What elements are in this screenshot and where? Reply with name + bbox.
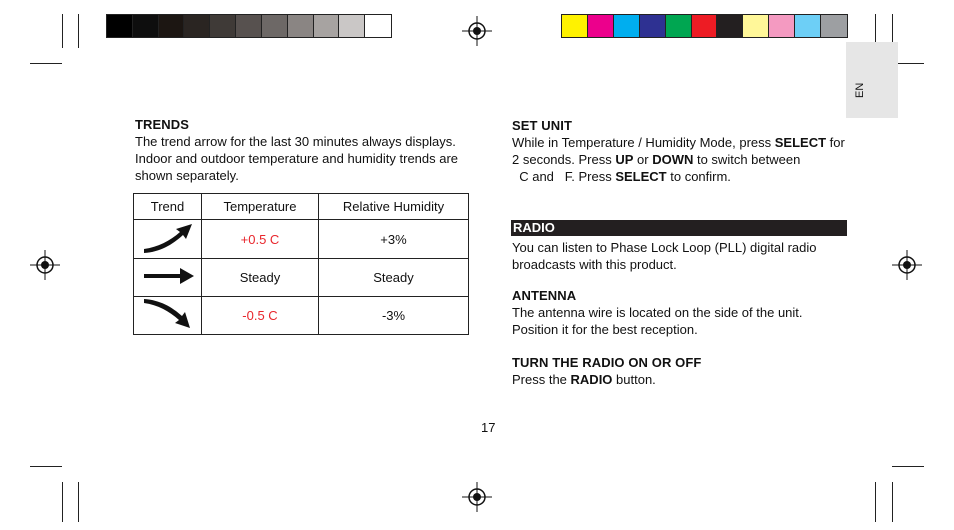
temperature-cell: +0.5 C xyxy=(202,220,319,259)
humidity-cell: -3% xyxy=(319,297,469,335)
trends-text: The trend arrow for the last 30 minutes always displays. Indoor and outdoor temperature and humidity trends are shown separately. xyxy=(135,134,459,183)
crop-mark xyxy=(875,482,876,522)
radio-key-label: RADIO xyxy=(570,372,613,387)
table-row xyxy=(134,259,469,297)
trend-cell xyxy=(134,297,202,335)
language-tab-label: EN xyxy=(854,82,866,98)
color-swatch xyxy=(562,15,588,37)
color-swatch xyxy=(614,15,640,37)
antenna-text: The antenna wire is located on the side of the unit. Position it for the best reception. xyxy=(512,305,803,337)
select-key-label: SELECT xyxy=(774,135,827,150)
humidity-cell: Steady xyxy=(319,259,469,297)
color-swatch xyxy=(210,15,236,37)
set-unit-text xyxy=(512,134,852,185)
turn-on-text-part: Press the xyxy=(512,372,571,387)
radio-section xyxy=(512,239,852,273)
language-tab xyxy=(846,42,898,118)
trend-cell xyxy=(134,259,202,297)
set-unit-section xyxy=(512,118,852,185)
set-unit-text-part: While in Temperature / Humidity Mode, press xyxy=(512,135,775,150)
trends-heading: TRENDS xyxy=(135,117,190,132)
color-swatch xyxy=(666,15,692,37)
color-swatch xyxy=(717,15,743,37)
trend-cell xyxy=(134,220,202,259)
table-header-humidity: Relative Humidity xyxy=(319,194,469,220)
color-swatch xyxy=(107,15,133,37)
table-header-row xyxy=(134,194,469,220)
radio-text: You can listen to Phase Lock Loop (PLL) digital radio broadcasts with this product. xyxy=(512,240,817,272)
color-swatch xyxy=(236,15,262,37)
crop-mark xyxy=(62,482,63,522)
color-swatch xyxy=(588,15,614,37)
color-swatch xyxy=(159,15,185,37)
registration-mark-icon xyxy=(892,250,922,280)
color-swatch xyxy=(262,15,288,37)
color-swatch xyxy=(184,15,210,37)
trend-up-arrow-icon xyxy=(140,221,196,255)
turn-on-text xyxy=(512,371,852,388)
turn-on-section xyxy=(512,355,852,388)
color-swatch xyxy=(821,15,847,37)
humidity-cell: +3% xyxy=(319,220,469,259)
trend-steady-arrow-icon xyxy=(140,264,196,288)
registration-mark-icon xyxy=(462,16,492,46)
temperature-cell: Steady xyxy=(202,259,319,297)
crop-mark xyxy=(892,466,924,467)
set-unit-text-part: to switch between xyxy=(693,152,801,167)
crop-mark xyxy=(78,482,79,522)
radio-section-bar: RADIO xyxy=(511,220,847,236)
crop-mark xyxy=(62,14,63,48)
turn-on-text-part: button. xyxy=(612,372,656,387)
select-key-label: SELECT xyxy=(615,169,667,184)
color-swatch xyxy=(133,15,159,37)
temperature-cell: -0.5 C xyxy=(202,297,319,335)
set-unit-text-part: for 2 seconds. Press xyxy=(512,135,845,167)
crop-mark xyxy=(30,63,62,64)
table-header-trend: Trend xyxy=(134,194,202,220)
set-unit-text-part: or xyxy=(633,152,653,167)
color-swatch xyxy=(692,15,718,37)
antenna-heading: ANTENNA xyxy=(512,288,577,303)
crop-mark xyxy=(78,14,79,48)
color-swatch xyxy=(339,15,365,37)
down-key-label: DOWN xyxy=(652,152,694,167)
table-header-temperature: Temperature xyxy=(202,194,319,220)
color-swatch xyxy=(288,15,314,37)
turn-on-heading: TURN THE RADIO ON OR OFF xyxy=(512,355,702,370)
grayscale-color-bar xyxy=(106,14,392,38)
registration-mark-icon xyxy=(462,482,492,512)
set-unit-heading: SET UNIT xyxy=(512,118,573,133)
color-swatch xyxy=(314,15,340,37)
color-swatch xyxy=(640,15,666,37)
color-swatch xyxy=(365,15,391,37)
table-row xyxy=(134,220,469,259)
crop-mark xyxy=(892,482,893,522)
color-swatch xyxy=(743,15,769,37)
set-unit-text-part: to confirm. xyxy=(666,169,731,184)
registration-mark-icon xyxy=(30,250,60,280)
trends-table xyxy=(133,193,469,335)
trends-section xyxy=(135,117,475,184)
process-color-bar xyxy=(561,14,848,38)
table-row xyxy=(134,297,469,335)
color-swatch xyxy=(769,15,795,37)
crop-mark xyxy=(30,466,62,467)
trend-down-arrow-icon xyxy=(140,297,196,331)
set-unit-text-part: C and F. Press xyxy=(512,169,616,184)
page-number: 17 xyxy=(481,420,496,435)
up-key-label: UP xyxy=(615,152,634,167)
color-swatch xyxy=(795,15,821,37)
antenna-section xyxy=(512,288,852,338)
